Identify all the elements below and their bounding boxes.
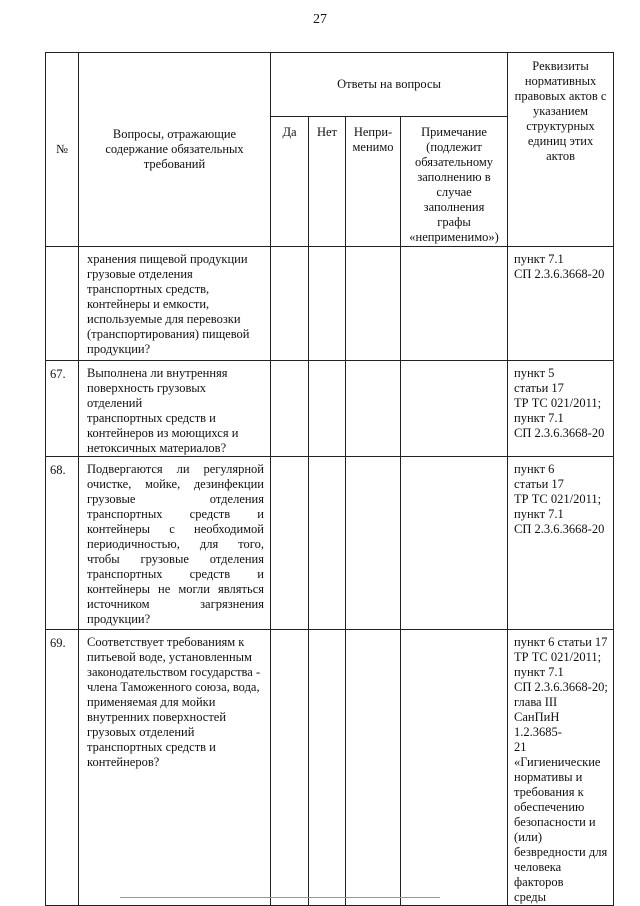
row-question: Соответствует требованиям к питьевой воде, установленным законодательством государства - члена Таможенного союза, вода, применяемая для мойки внутренних поверхностей грузовых отделений транспортных средств и контейнеров? xyxy=(79,630,271,906)
answer-no-cell[interactable] xyxy=(309,361,346,457)
page-bottom-rule xyxy=(120,897,440,898)
header-answers: Ответы на вопросы xyxy=(271,53,508,117)
header-no: Нет xyxy=(309,117,346,247)
page-number: 27 xyxy=(313,12,327,27)
answer-no-cell[interactable] xyxy=(309,630,346,906)
row-reference: пункт 6 статьи 17 ТР ТС 021/2011; пункт 7.1 СП 2.3.6.3668-20 xyxy=(508,457,614,630)
answer-na-cell[interactable] xyxy=(346,457,401,630)
answer-na-cell[interactable] xyxy=(346,361,401,457)
row-number: 69. xyxy=(46,630,79,906)
header-yes: Да xyxy=(271,117,309,247)
answer-yes-cell[interactable] xyxy=(271,247,309,361)
note-cell[interactable] xyxy=(401,457,508,630)
row-question: хранения пищевой продукции грузовые отделения транспортных средств, контейнеры и емкости, используемые для перевозки (транспортирования) пищевой продукции? xyxy=(79,247,271,361)
header-number: № xyxy=(46,53,79,247)
answer-no-cell[interactable] xyxy=(309,457,346,630)
note-cell[interactable] xyxy=(401,247,508,361)
header-requisites: Реквизиты нормативных правовых актов с указанием структурных единиц этих актов xyxy=(508,53,614,247)
header-not-applicable: Непри- менимо xyxy=(346,117,401,247)
answer-yes-cell[interactable] xyxy=(271,361,309,457)
header-note: Примечание (подлежит обязательному заполнению в случае заполнения графы «неприменимо») xyxy=(401,117,508,247)
answer-yes-cell[interactable] xyxy=(271,630,309,906)
answer-yes-cell[interactable] xyxy=(271,457,309,630)
note-cell[interactable] xyxy=(401,361,508,457)
row-number: 68. xyxy=(46,457,79,630)
row-question: Подвергаются ли регулярной очистке, мойке, дезинфекции грузовые отделения транспортных средств и контейнеры с необходимой периодичностью, для того, чтобы грузовые отделения транспортных средств и контейнеры не могли являться источником загрязнения продукции? xyxy=(79,457,271,630)
row-number xyxy=(46,247,79,361)
table-row xyxy=(46,361,614,457)
table-row xyxy=(46,630,614,906)
row-number: 67. xyxy=(46,361,79,457)
row-question: Выполнена ли внутренняя поверхность грузовых отделений транспортных средств и контейнеров из моющихся и нетоксичных материалов? xyxy=(79,361,271,457)
table-row xyxy=(46,247,614,361)
header-questions: Вопросы, отражающие содержание обязательных требований xyxy=(79,53,271,247)
row-reference: пункт 6 статьи 17 ТР ТС 021/2011; пункт 7.1 СП 2.3.6.3668-20; глава III СанПиН 1.2.3685- 21 «Гигиенические нормативы и требования к обеспечению безопасности и (или) безвредности для человека факторов среды xyxy=(508,630,614,906)
requirements-table xyxy=(45,52,614,906)
note-cell[interactable] xyxy=(401,630,508,906)
answer-na-cell[interactable] xyxy=(346,247,401,361)
table-row xyxy=(46,457,614,630)
row-reference: пункт 5 статьи 17 ТР ТС 021/2011; пункт 7.1 СП 2.3.6.3668-20 xyxy=(508,361,614,457)
answer-no-cell[interactable] xyxy=(309,247,346,361)
answer-na-cell[interactable] xyxy=(346,630,401,906)
row-reference: пункт 7.1 СП 2.3.6.3668-20 xyxy=(508,247,614,361)
